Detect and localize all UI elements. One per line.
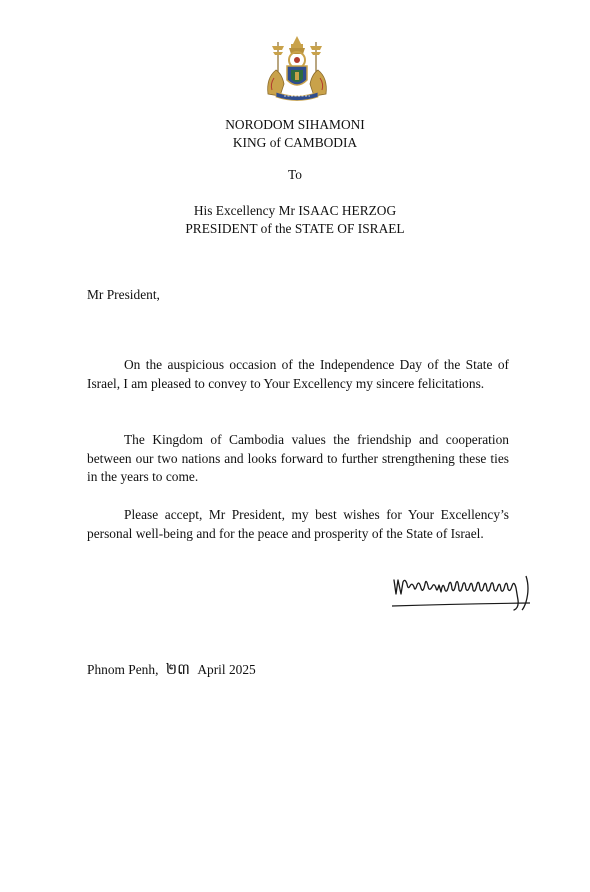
to-label: To: [288, 167, 302, 182]
body-paragraph-2: The Kingdom of Cambodia values the friendship and cooperation between our two nations and looks forward to further strengthening these ties in the years to come.: [87, 432, 509, 485]
closing-place: Phnom Penh,: [87, 662, 159, 677]
sender-block: [0, 116, 590, 152]
body-paragraph-3: Please accept, Mr President, my best wishes for Your Excellency’s personal well-being and for the peace and prosperity of the State of Israel.: [87, 507, 509, 541]
closing-line: [87, 660, 256, 682]
sender-title: KING of CAMBODIA: [232, 135, 358, 150]
closing-month-year: April 2025: [197, 662, 256, 677]
closing-day: ២៣: [165, 660, 190, 678]
body-paragraph-1: On the auspicious occasion of the Independence Day of the State of Israel, I am pleased to convey to Your Excellency my sincere felicitations.: [87, 357, 509, 391]
recipient-block: [0, 202, 590, 238]
salutation: Mr President,: [87, 287, 160, 302]
recipient-name: His Excellency Mr ISAAC HERZOG: [193, 203, 397, 218]
royal-crest-icon: [262, 34, 332, 102]
recipient-title: PRESIDENT of the STATE OF ISRAEL: [185, 221, 405, 236]
handwritten-signature-icon: [388, 570, 538, 616]
sender-name: NORODOM SIHAMONI: [225, 117, 365, 132]
